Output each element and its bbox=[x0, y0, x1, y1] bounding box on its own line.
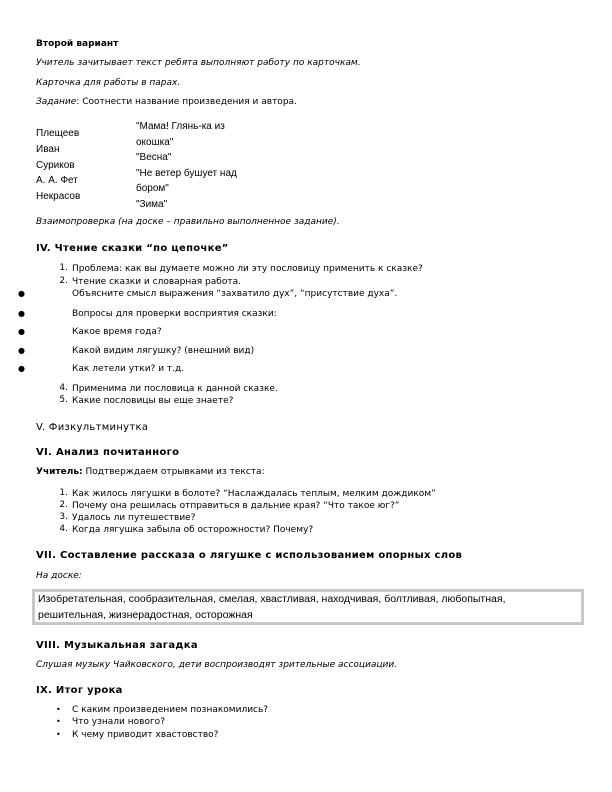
task-text: : Соотнести название произведения и автора. bbox=[76, 97, 297, 107]
board-line-1: Изобретательная, сообразительная, смелая, хвастливая, находчивая, болтливая, любопытная, bbox=[38, 593, 506, 605]
teacher-label: Учитель: bbox=[36, 467, 83, 477]
bullet-icon: ● bbox=[18, 364, 25, 373]
variant-title: Второй вариант bbox=[36, 39, 119, 49]
list-item: Какой видим лягушку? (внешний вид) bbox=[72, 346, 255, 356]
bullet-icon: ● bbox=[18, 289, 25, 298]
check-line: Взаимопроверка (на доске – правильно выполненное задание). bbox=[36, 217, 340, 227]
work-4: бором" bbox=[136, 183, 169, 194]
work-5: "Зима" bbox=[136, 199, 168, 210]
work-1: окошка" bbox=[136, 137, 174, 148]
number: 5. bbox=[59, 395, 68, 405]
number: 2. bbox=[59, 500, 68, 510]
number: 4. bbox=[59, 383, 68, 393]
bullet-icon: • bbox=[56, 717, 61, 726]
number: 2. bbox=[59, 276, 68, 286]
list-item: Как летели утки? и т.д. bbox=[72, 364, 185, 374]
list-item: Какие пословицы вы еще знаете? bbox=[72, 396, 234, 406]
list-item: Вопросы для проверки восприятия сказки: bbox=[72, 309, 277, 319]
work-3: "Не ветер бушует над bbox=[136, 168, 237, 179]
music-text: Слушая музыку Чайковского, дети воспроизводят зрительные ассоциации. bbox=[36, 660, 398, 670]
list-item: С каким произведением познакомились? bbox=[72, 705, 269, 715]
section-5-title: V. Физкультминутка bbox=[36, 422, 149, 433]
number: 3. bbox=[59, 512, 68, 522]
task-label: Задание bbox=[36, 97, 77, 107]
section-8-title: VIII. Музыкальная загадка bbox=[36, 640, 198, 651]
author-0: Плещеев bbox=[36, 128, 80, 139]
bullet-icon: • bbox=[56, 705, 61, 714]
section-4-title: IV. Чтение сказки “по цепочке” bbox=[36, 243, 229, 254]
work-0: "Мама! Глянь-ка из bbox=[136, 121, 225, 132]
bullet-icon: • bbox=[56, 730, 61, 739]
list-item: Какое время года? bbox=[72, 327, 162, 337]
bullet-icon: ● bbox=[18, 346, 25, 355]
author-4: Некрасов bbox=[36, 191, 81, 202]
number: 4. bbox=[59, 524, 68, 534]
task-line bbox=[36, 96, 297, 108]
list-item: Когда лягушка забыла об осторожности? Почему? bbox=[72, 525, 314, 535]
section-7-title: VII. Составление рассказа о лягушке с использованием опорных слов bbox=[36, 550, 463, 561]
list-item: Применима ли пословица к данной сказке. bbox=[72, 384, 278, 394]
author-1: Иван bbox=[36, 144, 60, 155]
board-label: На доске: bbox=[36, 571, 82, 581]
variant-line-2: Карточка для работы в парах. bbox=[36, 78, 181, 88]
variant-line-1: Учитель зачитывает текст ребята выполняют работу по карточкам. bbox=[36, 58, 361, 68]
list-item: Объясните смысл выражения “захватило дух”, “присутствие духа”. bbox=[72, 289, 398, 299]
list-item: Что узнали нового? bbox=[72, 717, 165, 727]
section-9-title: IX. Итог урока bbox=[36, 685, 123, 696]
board-line-2: решительная, жизнерадостная, осторожная bbox=[38, 608, 253, 621]
bullet-icon: ● bbox=[18, 327, 25, 336]
number: 1. bbox=[59, 488, 68, 498]
bullet-icon: ● bbox=[18, 309, 25, 318]
teacher-line bbox=[36, 466, 265, 478]
number: 1. bbox=[59, 263, 68, 273]
list-item: Чтение сказки и словарная работа. bbox=[72, 277, 241, 287]
board-words-box bbox=[32, 589, 584, 625]
list-item: Почему она решилась отправиться в дальние края? “Что такое юг?” bbox=[72, 501, 400, 511]
list-item: Проблема: как вы думаете можно ли эту пословицу применить к сказке? bbox=[72, 264, 423, 274]
list-item: К чему приводит хвастовство? bbox=[72, 730, 219, 740]
work-2: "Весна" bbox=[136, 152, 172, 163]
list-item: Удалось ли путешествие? bbox=[72, 513, 196, 523]
section-6-title: VI. Анализ почитанного bbox=[36, 447, 180, 458]
author-3: А. А. Фет bbox=[36, 175, 78, 186]
list-item: Как жилось лягушки в болоте? “Наслаждалась теплым, мелким дождиком” bbox=[72, 489, 436, 499]
teacher-text: Подтверждаем отрывками из текста: bbox=[82, 467, 265, 477]
author-2: Суриков bbox=[36, 160, 75, 171]
